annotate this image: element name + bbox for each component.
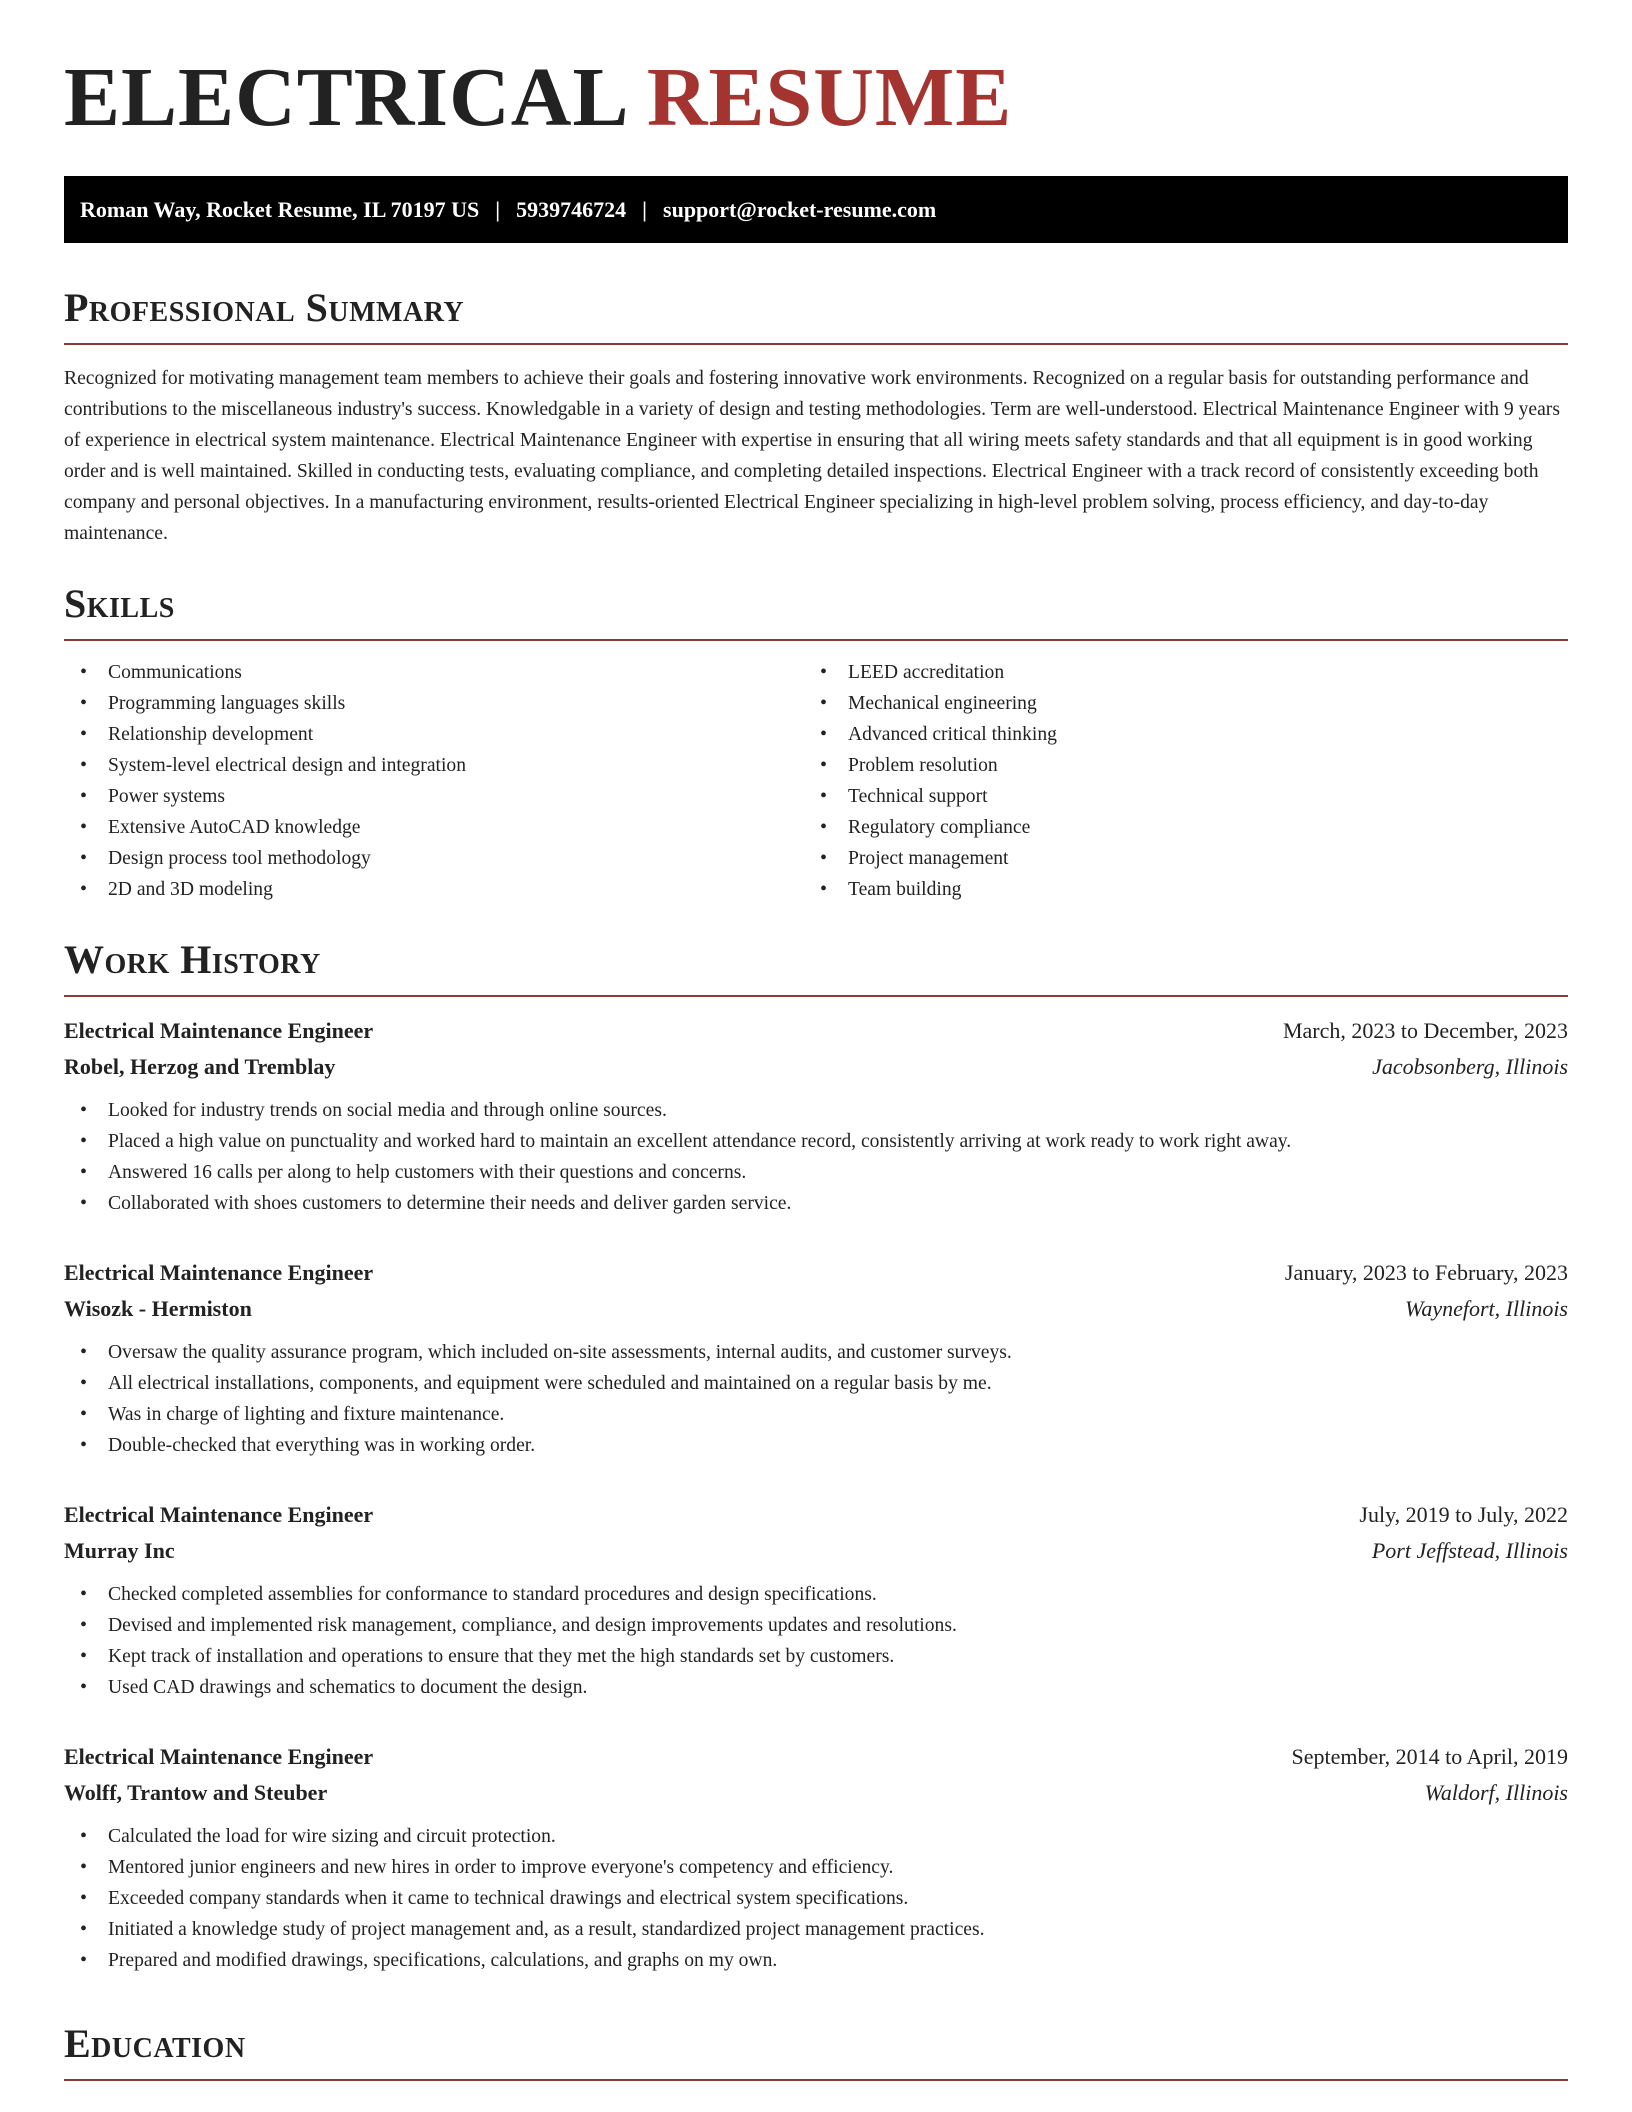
section-divider (64, 639, 1568, 641)
job-bullet: • Placed a high value on punctuality and worked hard to maintain an excellent attendance record, consistently arriving at work ready to work right away. (64, 1126, 1568, 1157)
job-bullet: • Exceeded company standards when it came to technical drawings and electrical system specifications. (64, 1883, 1568, 1914)
skills-section (64, 581, 1568, 905)
job-title: Electrical Maintenance Engineer (64, 1744, 374, 1769)
skill-item: • Communications (64, 657, 804, 688)
skill-item: • Extensive AutoCAD knowledge (64, 812, 804, 843)
job-bullet: • Used CAD drawings and schematics to document the design. (64, 1672, 1568, 1703)
work-history-heading: Work History (64, 937, 321, 982)
job-bullet: • Looked for industry trends on social media and through online sources. (64, 1095, 1568, 1126)
contact-separator: | (495, 196, 501, 222)
job-company: Wisozk - Hermiston (64, 1296, 252, 1321)
job-bullets (64, 1337, 1568, 1461)
job-bullet: • Calculated the load for wire sizing and circuit protection. (64, 1821, 1568, 1852)
job-title: Electrical Maintenance Engineer (64, 1260, 374, 1285)
skills-heading: Skills (64, 581, 175, 626)
job-bullet: • Answered 16 calls per along to help customers with their questions and concerns. (64, 1157, 1568, 1188)
section-divider (64, 2079, 1568, 2081)
job-location: Jacobsonberg, Illinois (1372, 1054, 1568, 1079)
job-bullet: • All electrical installations, components, and equipment were scheduled and maintained on a regular basis by me. (64, 1368, 1568, 1399)
contact-address: Roman Way, Rocket Resume, IL 70197 US (80, 196, 480, 222)
job-bullet: • Was in charge of lighting and fixture maintenance. (64, 1399, 1568, 1430)
skill-item: • 2D and 3D modeling (64, 874, 804, 905)
education-heading: Education (64, 2021, 246, 2066)
job-bullet: • Devised and implemented risk management, compliance, and design improvements updates and resolutions. (64, 1610, 1568, 1641)
skill-item: • Design process tool methodology (64, 843, 804, 874)
skill-item: • Technical support (804, 781, 1544, 812)
skill-item: • Mechanical engineering (804, 688, 1544, 719)
section-divider (64, 995, 1568, 997)
job-entry (64, 1255, 1568, 1461)
summary-section (64, 285, 1568, 549)
title-second-word: RESUME (646, 51, 1013, 144)
skills-columns (64, 657, 1568, 905)
job-bullets (64, 1095, 1568, 1219)
job-location: Port Jeffstead, Illinois (1371, 1538, 1568, 1563)
job-dates: March, 2023 to December, 2023 (1282, 1018, 1568, 1043)
job-bullet: • Initiated a knowledge study of project management and, as a result, standardized project management practices. (64, 1914, 1568, 1945)
job-bullet: • Collaborated with shoes customers to determine their needs and deliver garden service. (64, 1188, 1568, 1219)
job-bullet: • Double-checked that everything was in working order. (64, 1430, 1568, 1461)
skill-item: • Team building (804, 874, 1544, 905)
skill-item: • Project management (804, 843, 1544, 874)
skills-list-left (64, 657, 804, 905)
skill-item: • Regulatory compliance (804, 812, 1544, 843)
resume-title (64, 51, 1013, 144)
summary-heading: Professional Summary (64, 285, 465, 330)
job-dates: July, 2019 to July, 2022 (1359, 1502, 1568, 1527)
job-bullet: • Prepared and modified drawings, specifications, calculations, and graphs on my own. (64, 1945, 1568, 1976)
summary-text: Recognized for motivating management team members to achieve their goals and fostering innovative work environments. Recognized on a regular basis for outstanding performance and contributions to the miscellaneous industry's success. Knowledgable in a variety of design and testing methodologies. Term are well-understood. Electrical Maintenance Engineer with 9 years of experience in electrical system maintenance. Electrical Maintenance Engineer with expertise in ensuring that all wiring meets safety standards and that all equipment is in good working order and is well maintained. Skilled in conducting tests, evaluating compliance, and completing detailed inspections. Electrical Engineer with a track record of consistently exceeding both company and personal objectives. In a manufacturing environment, results-oriented Electrical Engineer specializing in high-level problem solving, process efficiency, and day-to-day maintenance. (64, 368, 1560, 544)
skill-item: • Relationship development (64, 719, 804, 750)
job-company: Robel, Herzog and Tremblay (64, 1054, 336, 1079)
job-location: Waldorf, Illinois (1424, 1780, 1568, 1805)
work-history-section (64, 937, 1568, 1976)
job-company: Wolff, Trantow and Steuber (64, 1780, 328, 1805)
job-entry (64, 1739, 1568, 1976)
job-title: Electrical Maintenance Engineer (64, 1502, 374, 1527)
education-section (64, 2021, 1568, 2081)
job-dates: January, 2023 to February, 2023 (1284, 1260, 1568, 1285)
job-dates: September, 2014 to April, 2019 (1291, 1744, 1568, 1769)
job-location: Waynefort, Illinois (1405, 1296, 1568, 1321)
skill-item: • Advanced critical thinking (804, 719, 1544, 750)
job-company: Murray Inc (64, 1538, 175, 1563)
job-bullet: • Checked completed assemblies for conformance to standard procedures and design specifications. (64, 1579, 1568, 1610)
skill-item: • Power systems (64, 781, 804, 812)
job-bullets (64, 1821, 1568, 1976)
job-title: Electrical Maintenance Engineer (64, 1018, 374, 1043)
section-divider (64, 343, 1568, 345)
job-bullet: • Mentored junior engineers and new hires in order to improve everyone's competency and efficiency. (64, 1852, 1568, 1883)
job-bullet: • Kept track of installation and operations to ensure that they met the high standards set by customers. (64, 1641, 1568, 1672)
job-bullets (64, 1579, 1568, 1703)
skill-item: • LEED accreditation (804, 657, 1544, 688)
contact-bar (64, 176, 1568, 243)
title-first-word: ELECTRICAL (64, 51, 625, 144)
job-entry (64, 1497, 1568, 1703)
job-entry (64, 1013, 1568, 1219)
contact-separator: | (642, 196, 648, 222)
contact-phone: 5939746724 (516, 196, 627, 222)
skill-item: • Problem resolution (804, 750, 1544, 781)
skill-item: • Programming languages skills (64, 688, 804, 719)
contact-email: support@rocket-resume.com (663, 196, 937, 222)
job-bullet: • Oversaw the quality assurance program, which included on-site assessments, internal audits, and customer surveys. (64, 1337, 1568, 1368)
skills-list-right (804, 657, 1544, 905)
skill-item: • System-level electrical design and integration (64, 750, 804, 781)
